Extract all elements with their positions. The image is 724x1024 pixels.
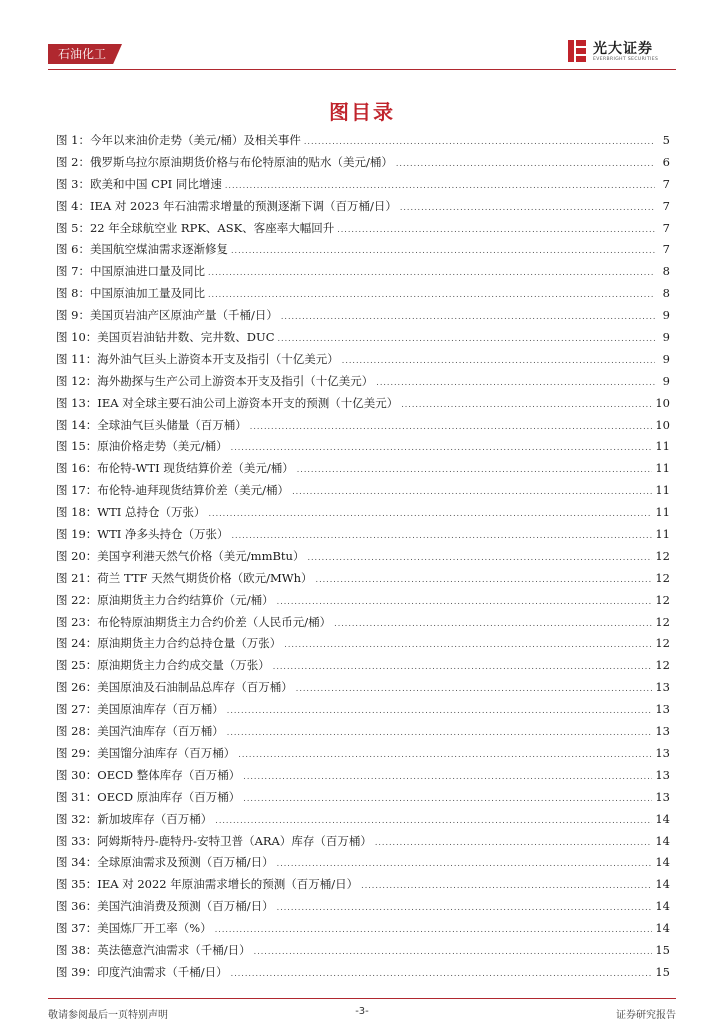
figure-entry[interactable]	[56, 765, 670, 787]
figure-entry-leader	[208, 262, 655, 284]
section-tag	[48, 44, 122, 64]
figure-entry-page: 15	[655, 942, 670, 957]
figure-entry-title: 英法德意汽油需求（千桶/日）	[97, 942, 251, 957]
figure-entry-title: WTI 总持仓（万张）	[97, 505, 206, 520]
figure-entry[interactable]	[56, 480, 670, 502]
figure-entry-page: 7	[662, 198, 670, 213]
figure-entry-title: 俄罗斯乌拉尔原油期货价格与布伦特原油的贴水（美元/桶）	[89, 154, 393, 169]
figure-entry[interactable]	[56, 633, 670, 655]
figure-entry-page: 11	[655, 439, 670, 454]
figure-entry-label: 图 25：	[56, 658, 98, 673]
figure-entry-page: 9	[662, 373, 670, 388]
figure-entry-page: 7	[662, 176, 670, 191]
figure-entry[interactable]	[56, 393, 670, 415]
figure-entry-title: IEA 对全球主要石油公司上游资本开支的预测（十亿美元）	[97, 395, 399, 410]
figure-entry-label: 图 34：	[56, 855, 98, 870]
figure-entry-page: 7	[662, 242, 670, 257]
figure-entry-page: 13	[655, 680, 670, 695]
brand-logo	[566, 36, 676, 68]
figure-entry-leader	[361, 875, 652, 897]
figure-entry-label: 图 12：	[56, 373, 98, 388]
figure-entry-page: 12	[655, 658, 670, 673]
figure-entry-page: 13	[655, 745, 670, 760]
figure-entry[interactable]	[56, 743, 670, 765]
figure-entry[interactable]	[56, 546, 670, 568]
figure-entry-label: 图 32：	[56, 811, 98, 826]
figure-entry-title: 美国原油库存（百万桶）	[97, 702, 224, 717]
figure-entry-label: 图 39：	[56, 964, 98, 979]
figure-entry-leader	[277, 897, 653, 919]
figure-entry-label: 图 35：	[56, 877, 98, 892]
page-footer	[48, 1006, 676, 1020]
figure-entry-title: 海外油气巨头上游资本开支及指引（十亿美元）	[97, 351, 339, 366]
section-tag-label: 石油化工	[58, 47, 107, 61]
figure-entry-page: 11	[655, 461, 670, 476]
figure-entry-title: 荷兰 TTF 天然气期货价格（欧元/MWh）	[97, 570, 313, 585]
figure-entry[interactable]	[56, 239, 670, 261]
page-header	[48, 36, 676, 70]
figure-entry-label: 图 16：	[56, 461, 98, 476]
figure-entry-leader	[225, 175, 655, 197]
figure-entry-page: 14	[655, 921, 670, 936]
figure-entry-leader	[296, 678, 653, 700]
figure-entry-title: 全球油气巨头储量（百万桶）	[97, 417, 247, 432]
figure-entry-page: 9	[662, 330, 670, 345]
figure-entry-page: 13	[655, 767, 670, 782]
figure-list	[56, 130, 670, 984]
figure-entry-label: 图 27：	[56, 702, 98, 717]
figure-entry-leader	[250, 416, 653, 438]
figure-entry[interactable]	[56, 152, 670, 174]
figure-entry-page: 12	[655, 614, 670, 629]
figure-entry-label: 图 9：	[56, 308, 90, 323]
figure-entry-label: 图 22：	[56, 592, 98, 607]
figure-entry[interactable]	[56, 809, 670, 831]
figure-entry-title: 美国炼厂开工率（%）	[97, 921, 212, 936]
figure-entry-page: 13	[655, 789, 670, 804]
figure-entry-page: 15	[655, 964, 670, 979]
figure-entry-leader	[401, 394, 652, 416]
figure-entry[interactable]	[56, 174, 670, 196]
figure-entry-page: 11	[655, 483, 670, 498]
figure-entry[interactable]	[56, 283, 670, 305]
figure-entry-label: 图 19：	[56, 527, 98, 542]
figure-entry-title: 美国汽油库存（百万桶）	[97, 724, 224, 739]
figure-entry-leader	[278, 328, 655, 350]
figure-entry-title: 新加坡库存（百万桶）	[97, 811, 213, 826]
figure-entry[interactable]	[56, 612, 670, 634]
figure-entry-leader	[273, 656, 653, 678]
figure-entry-title: 布伦特-WTI 现货结算价差（美元/桶）	[97, 461, 294, 476]
figure-entry-label: 图 3：	[56, 176, 90, 191]
figure-entry[interactable]	[56, 458, 670, 480]
figure-entry-label: 图 1：	[56, 133, 90, 147]
figure-entry-page: 6	[662, 154, 670, 169]
figure-entry-leader	[396, 153, 655, 175]
figure-entry-label: 图 2：	[56, 154, 90, 169]
figure-entry[interactable]	[56, 196, 670, 218]
figure-entry-title: 布伦特原油期货主力合约价差（人民币元/桶）	[97, 614, 332, 629]
figure-entry-title: 中国原油加工量及同比	[89, 286, 205, 301]
figure-entry-page: 14	[655, 833, 670, 848]
figure-entry[interactable]	[56, 568, 670, 590]
figure-entry-leader	[376, 372, 655, 394]
brand-logo-icon	[566, 39, 588, 63]
figure-entry-label: 图 6：	[56, 242, 90, 257]
page-number: -3-	[355, 1006, 369, 1017]
figure-entry[interactable]	[56, 590, 670, 612]
figure-entry-page: 10	[655, 395, 670, 410]
page-title: 图目录	[329, 100, 395, 124]
figure-entry-page: 14	[655, 877, 670, 892]
figure-entry-label: 图 13：	[56, 395, 98, 410]
figure-entry[interactable]	[56, 831, 670, 853]
figure-entry-label: 图 4：	[56, 198, 90, 213]
figure-entry-leader	[307, 547, 652, 569]
figure-entry-title: 美国页岩油产区原油产量（千桶/日）	[89, 308, 278, 323]
figure-entry[interactable]	[56, 852, 670, 874]
figure-entry-label: 图 21：	[56, 570, 98, 585]
figure-entry-title: 布伦特-迪拜现货结算价差（美元/桶）	[97, 483, 290, 498]
figure-entry-title: 欧美和中国 CPI 同比增速	[89, 176, 222, 191]
figure-entry[interactable]	[56, 787, 670, 809]
figure-entry-leader	[243, 788, 652, 810]
figure-entry-title: IEA 对 2023 年石油需求增量的预测逐渐下调（百万桶/日）	[89, 198, 397, 213]
figure-entry-leader	[232, 525, 653, 547]
figure-entry-label: 图 11：	[56, 351, 98, 366]
figure-entry[interactable]	[56, 918, 670, 940]
figure-entry-page: 8	[662, 286, 670, 301]
figure-entry-page: 10	[655, 417, 670, 432]
figure-entry-leader	[297, 459, 653, 481]
figure-entry-leader	[215, 810, 652, 832]
figure-entry[interactable]	[56, 962, 670, 984]
figure-entry-page: 12	[655, 570, 670, 585]
figure-entry-page: 13	[655, 724, 670, 739]
figure-entry-page: 12	[655, 592, 670, 607]
figure-entry-title: 22 年全球航空业 RPK、ASK、客座率大幅回升	[89, 220, 335, 235]
figure-entry-page: 13	[655, 702, 670, 717]
figure-entry-page: 11	[655, 505, 670, 520]
figure-entry-label: 图 28：	[56, 724, 98, 739]
figure-entry[interactable]	[56, 415, 670, 437]
figure-entry-page: 9	[662, 351, 670, 366]
figure-entry-leader	[292, 481, 652, 503]
figure-entry-title: 美国汽油消费及预测（百万桶/日）	[97, 899, 274, 914]
footer-report-type: 证券研究报告	[616, 1010, 676, 1021]
figure-entry-page: 7	[662, 220, 670, 235]
figure-entry-page: 8	[662, 264, 670, 279]
figure-entry-title: OECD 原油库存（百万桶）	[97, 789, 241, 804]
figure-entry-leader	[227, 722, 653, 744]
figure-entry-label: 图 24：	[56, 636, 98, 651]
footer-disclaimer: 敬请参阅最后一页特别声明	[48, 1010, 168, 1021]
figure-entry-leader	[209, 503, 653, 525]
figure-entry[interactable]	[56, 721, 670, 743]
figure-entry-leader	[337, 219, 655, 241]
figure-entry[interactable]	[56, 305, 670, 327]
figure-entry-title: 原油期货主力合约总持仓量（万张）	[97, 636, 282, 651]
figure-entry-title: WTI 净多头持仓（万张）	[97, 527, 229, 542]
figure-entry[interactable]	[56, 327, 670, 349]
figure-entry-page: 9	[662, 308, 670, 323]
figure-entry-title: 印度汽油需求（千桶/日）	[97, 964, 228, 979]
figure-entry-leader	[316, 569, 653, 591]
figure-entry-title: 中国原油进口量及同比	[89, 264, 205, 279]
figure-entry-leader	[304, 131, 655, 153]
figure-entry-leader	[400, 197, 655, 219]
brand-logo-subtitle: EVERBRIGHT SECURITIES	[593, 57, 659, 62]
figure-entry[interactable]	[56, 655, 670, 677]
figure-entry-label: 图 36：	[56, 899, 98, 914]
figure-entry-leader	[277, 591, 653, 613]
figure-entry-title: OECD 整体库存（百万桶）	[97, 767, 241, 782]
figure-entry[interactable]	[56, 349, 670, 371]
figure-entry-leader	[215, 919, 653, 941]
figure-entry-label: 图 7：	[56, 264, 90, 279]
figure-entry-leader	[238, 744, 652, 766]
figure-entry-page: 14	[655, 811, 670, 826]
figure-entry[interactable]	[56, 940, 670, 962]
figure-entry-title: 原油期货主力合约成交量（万张）	[97, 658, 270, 673]
figure-entry-label: 图 26：	[56, 680, 98, 695]
figure-entry-page: 5	[662, 133, 670, 147]
figure-entry-label: 图 14：	[56, 417, 98, 432]
figure-entry[interactable]	[56, 436, 670, 458]
figure-entry-leader	[231, 437, 653, 459]
figure-entry-label: 图 23：	[56, 614, 98, 629]
figure-entry-label: 图 20：	[56, 548, 98, 563]
figure-entry-title: 美国航空煤油需求逐渐修复	[89, 242, 228, 257]
brand-logo-name: 光大证券	[593, 41, 653, 57]
figure-entry[interactable]	[56, 677, 670, 699]
figure-entry-title: 美国馏分油库存（百万桶）	[97, 745, 236, 760]
figure-entry-label: 图 29：	[56, 745, 98, 760]
figure-entry-title: 原油期货主力合约结算价（元/桶）	[97, 592, 274, 607]
figure-entry-label: 图 8：	[56, 286, 90, 301]
figure-entry[interactable]	[56, 874, 670, 896]
figure-entry-label: 图 30：	[56, 767, 98, 782]
figure-entry-title: 美国页岩油钻井数、完井数、DUC	[97, 330, 275, 345]
figure-entry-label: 图 18：	[56, 505, 98, 520]
figure-entry-title: IEA 对 2022 年原油需求增长的预测（百万桶/日）	[97, 877, 359, 892]
figure-entry-label: 图 37：	[56, 921, 98, 936]
figure-entry[interactable]	[56, 896, 670, 918]
figure-entry-leader	[284, 634, 652, 656]
figure-entry[interactable]	[56, 502, 670, 524]
figure-entry-leader	[208, 284, 655, 306]
figure-entry-page: 12	[655, 636, 670, 651]
figure-entry-page: 14	[655, 855, 670, 870]
figure-entry-label: 图 5：	[56, 220, 90, 235]
figure-entry-label: 图 17：	[56, 483, 98, 498]
figure-entry[interactable]	[56, 371, 670, 393]
figure-entry-page: 14	[655, 899, 670, 914]
figure-entry-leader	[254, 941, 653, 963]
figure-entry[interactable]	[56, 699, 670, 721]
figure-entry-title: 原油价格走势（美元/桶）	[97, 439, 228, 454]
figure-entry-label: 图 33：	[56, 833, 98, 848]
figure-entry-leader	[375, 832, 653, 854]
figure-entry[interactable]	[56, 524, 670, 546]
figure-entry[interactable]	[56, 130, 670, 152]
figure-entry-label: 图 10：	[56, 330, 98, 345]
figure-entry[interactable]	[56, 218, 670, 240]
figure-entry-leader	[231, 963, 653, 985]
figure-entry-title: 美国亨利港天然气价格（美元/mmBtu）	[97, 548, 305, 563]
figure-entry-label: 图 31：	[56, 789, 98, 804]
figure-entry-title: 美国原油及石油制品总库存（百万桶）	[97, 680, 293, 695]
figure-entry-leader	[281, 306, 655, 328]
figure-entry-leader	[277, 853, 653, 875]
figure-entry-leader	[334, 613, 652, 635]
header-divider	[48, 69, 676, 70]
figure-entry-leader	[227, 700, 653, 722]
figure-entry-title: 今年以来油价走势（美元/桶）及相关事件	[89, 133, 301, 147]
figure-entry-title: 海外勘探与生产公司上游资本开支及指引（十亿美元）	[97, 373, 374, 388]
figure-entry-leader	[342, 350, 655, 372]
figure-entry-leader	[243, 766, 652, 788]
figure-entry-title: 全球原油需求及预测（百万桶/日）	[97, 855, 274, 870]
figure-entry-page: 12	[655, 548, 670, 563]
figure-entry-leader	[231, 240, 655, 262]
figure-entry[interactable]	[56, 261, 670, 283]
figure-entry-page: 11	[655, 527, 670, 542]
footer-divider	[48, 998, 676, 999]
figure-entry-title: 阿姆斯特丹-鹿特丹-安特卫普（ARA）库存（百万桶）	[97, 833, 372, 848]
figure-entry-label: 图 15：	[56, 439, 98, 454]
figure-entry-label: 图 38：	[56, 942, 98, 957]
